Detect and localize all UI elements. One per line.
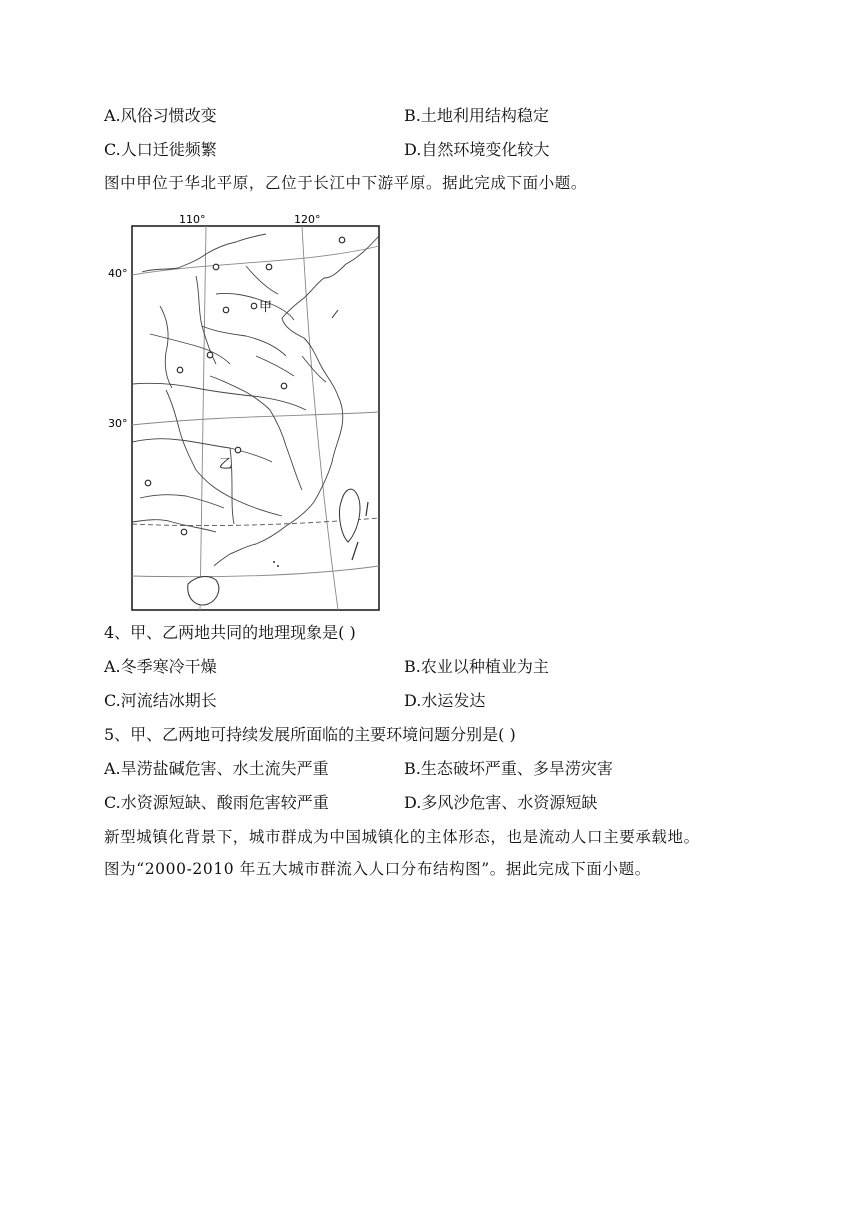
- q5-option-c: C.水资源短缺、酸雨危害较严重: [104, 793, 329, 812]
- lat-label-40: 40°: [108, 267, 128, 280]
- city-intro-line-2: 图为“2000-2010 年五大城市群流入人口分布结构图”。据此完成下面小题。: [104, 860, 651, 878]
- q4-option-c: C.河流结冰期长: [104, 691, 217, 710]
- q3-option-a: A.风俗习惯改变: [104, 106, 217, 125]
- map-frame: [132, 226, 379, 610]
- q5-stem: 5、甲、乙两地可持续发展所面临的主要环境问题分别是( ): [104, 725, 516, 744]
- island-dot: [277, 565, 279, 567]
- q3-option-d: D.自然环境变化较大: [404, 140, 550, 159]
- lon-label-120: 120°: [294, 213, 321, 226]
- china-east-map: [106, 206, 396, 618]
- map-intro-text: 图中甲位于华北平原，乙位于长江中下游平原。据此完成下面小题。: [104, 174, 588, 192]
- label-jia: 甲: [259, 300, 273, 315]
- q5-option-d: D.多风沙危害、水资源短缺: [404, 793, 598, 812]
- q3-option-c: C.人口迁徙频繁: [104, 140, 217, 159]
- lat-label-30: 30°: [108, 417, 128, 430]
- city-intro-line-1: 新型城镇化背景下，城市群成为中国城镇化的主体形态，也是流动人口主要承载地。: [104, 828, 700, 846]
- lon-label-110: 110°: [179, 213, 206, 226]
- q4-option-d: D.水运发达: [404, 691, 486, 710]
- map-svg: [106, 206, 396, 618]
- label-yi: 乙: [219, 457, 233, 472]
- island-dot: [273, 561, 275, 563]
- q5-option-a: A.旱涝盐碱危害、水土流失严重: [104, 759, 329, 778]
- q3-option-b: B.土地利用结构稳定: [404, 106, 549, 125]
- q4-stem: 4、甲、乙两地共同的地理现象是( ): [104, 623, 356, 642]
- q4-option-b: B.农业以种植业为主: [404, 657, 549, 676]
- q4-option-a: A.冬季寒冷干燥: [104, 657, 217, 676]
- q5-option-b: B.生态破坏严重、多旱涝灾害: [404, 759, 613, 778]
